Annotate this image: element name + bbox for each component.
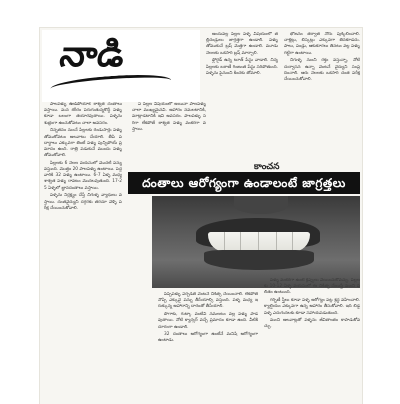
smile-photo	[152, 196, 360, 288]
masthead-title: నాడి	[57, 33, 127, 75]
paragraph: పాలపళ్ళు ఊడిపోయాక శాశ్వత దంతాలు వస్తాయి. మన శరీరం పెరుగుతున్నకొద్దీ పళ్ళు కూడా బలంగా తయారవుతాయి. పళ్ళను శుభ్రంగా ఉంచుకోవటం చాలా అవసరం.	[44, 102, 122, 126]
paragraph: పిప్పిపళ్ళు ఏర్పడితే వెంటనే చికిత్స చేయించాలి. లేకపోతే నొప్పి ఎక్కువై పన్ను తీసేయాల్సి వస్తుంది. పళ్ళ మధ్య ఇరుక్కున్న ఆహారాన్ని దారంతో తీసేయాలి.	[158, 292, 258, 310]
paragraph: పొగాకు, గుట్కా వంటివి నమలటం వల్ల పళ్ళు పాడవుతాయి. నోటి క్యాన్సర్ వచ్చే ప్రమాదం కూడా ఉంది. వీటికి దూరంగా ఉండాలి.	[158, 312, 258, 330]
paragraph: అందువల్ల పిల్లల పళ్ళ విషయంలో తల్లిదండ్రులు జాగ్రత్తగా ఉండాలి. పళ్ళు తోముకునే బ్రష్ మెత్తగా ఉండాలి. మూడు నెలలకు ఒకసారి బ్రష్ మార్చాలి.	[206, 32, 278, 56]
byline: కాంచన	[254, 162, 280, 172]
masthead	[42, 30, 200, 102]
photo-lower-lip	[204, 250, 314, 270]
paragraph: భోజనం తర్వాత నోరు పుక్కిలించాలి. చాక్లెట్లు, బిస్కెట్లు ఎక్కువగా తినకూడదు. పాలు, పండ్లు, ఆకుకూరలు తినటం వల్ల పళ్ళు గట్టిగా ఉంటాయి.	[284, 32, 360, 56]
paragraph: పళ్ళు వంకరగా ఉంటే క్లిప్పులు వేయించుకోవచ్చు. పిల్లలకు 10-12 ఏళ్ళ వయసులో ఈ చికిత్స చేయిస్తే మంచి ఫలితం ఉంటుంది.	[264, 278, 360, 296]
photo-tooth-gap	[240, 232, 241, 250]
paragraph: ఫ్లోరైడ్ ఉన్న టూత్ పేస్టు వాడాలి. చిన్నపిల్లలకు బఠాణీ గింజంత పేస్టు సరిపోతుంది. పళ్ళను పైనుంచి కిందకు తోమాలి.	[206, 58, 278, 76]
article-column-mid-top	[132, 102, 206, 164]
masthead-logo	[57, 33, 127, 75]
photo-tooth-gap	[292, 232, 293, 250]
newspaper-clipping	[40, 28, 362, 404]
paragraph: ఏ పిల్లల విషయంలో అయినా పాలపళ్ళు చాలా ముఖ్యమైనవి. ఆహారం నమలటానికి, మాట్లాడటానికి ఇవి అవసరం. పాలపళ్ళు సరిగా లేకపోతే శాశ్వత పళ్ళు వంకరగా వస్తాయి.	[132, 102, 206, 132]
article-headline: దంతాలు ఆరోగ్యంగా ఉండాలంటే జాగ్రత్తలు	[128, 172, 360, 194]
paragraph: మంచి అలవాట్లతో పళ్ళను జీవితాంతం కాపాడుకోవచ్చు.	[264, 318, 360, 330]
paragraph: చిన్నతనం నుంచే పిల్లలకు రెండుసార్లు పళ్ళు తోముకోవటం అలవాటు చేయాలి. తీపి పదార్థాలు ఎక్కువగా తింటే పళ్ళు పుచ్చిపోయే ప్రమాదం ఉంది. రాత్రి పడుకునే ముందు పళ్ళు తోముకోవాలి.	[44, 128, 122, 159]
article-column-right-bottom	[264, 278, 360, 404]
photo-tooth-gap	[276, 232, 277, 250]
paragraph: గర్భిణీ స్త్రీలు కూడా పళ్ళ ఆరోగ్యం పట్ల శ్రద్ధ వహించాలి. క్యాల్షియం ఎక్కువగా ఉన్న ఆహారం తీసుకోవాలి. ఇది బిడ్డ పళ్ళ ఎదుగుదలకు కూడా సహాయపడుతుంది.	[264, 298, 360, 316]
photo-tooth-gap	[224, 232, 225, 250]
photo-tooth-gap	[258, 232, 259, 250]
paragraph: పళ్ళను నిర్లక్ష్యం చేస్తే చిగుళ్ళ వ్యాధులు వస్తాయి. దంతవైద్యుని దగ్గరకు తరచూ వెళ్ళి పరీక్ష చేయించుకోవాలి.	[44, 193, 122, 211]
article-column-3	[284, 32, 360, 148]
masthead-swoosh	[50, 72, 171, 97]
paragraph: పిల్లలకు 6 నెలల వయసులో మొదటి పన్ను వస్తుంది. మొత్తం 20 పాలపళ్ళు ఉంటాయి. పెద్దవారికి 32 పళ్ళు ఉంటాయి. 6-7 ఏళ్ళ మధ్య శాశ్వత పళ్ళు రావటం మొదలవుతుంది. 17-25 ఏళ్ళలో జ్ఞానదంతాలు వస్తాయి.	[44, 160, 122, 191]
paragraph: 32 దంతాలు ఆరోగ్యంగా ఉంటేనే మనిషి ఆరోగ్యంగా ఉంటాడు.	[158, 332, 258, 344]
article-column-mid-bottom	[158, 292, 258, 404]
paragraph: చిగుళ్ళ నుంచి రక్తం వస్తున్నా, నోటి దుర్వాసన ఉన్నా వెంటనే వైద్యుని సంప్రదించాలి. ఆరు నెలలకు ఒకసారి దంత పరీక్ష చేయించుకోవాలి.	[284, 58, 360, 82]
article-column-left	[44, 102, 122, 404]
photo-nose-shadow	[234, 196, 288, 214]
article-column-2	[206, 32, 278, 152]
